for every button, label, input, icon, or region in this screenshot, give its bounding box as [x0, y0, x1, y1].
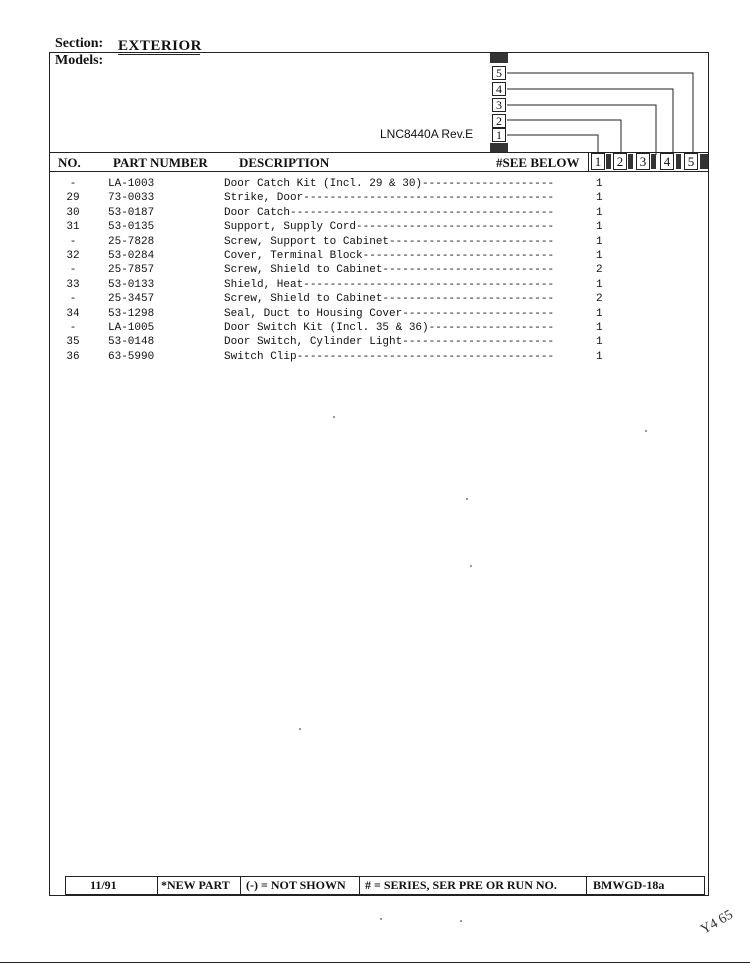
series-box-3: 3 — [492, 98, 506, 112]
part-number: 63-5990 — [108, 350, 155, 363]
row-number: 30 — [66, 206, 80, 219]
col-header-description: DESCRIPTION — [239, 155, 330, 170]
table-row — [0, 207, 750, 221]
quantity: 1 — [596, 336, 603, 349]
part-description: Seal, Duct to Housing Cover----------------------- — [224, 307, 555, 320]
row-number: - — [69, 264, 77, 277]
footer-divider — [359, 876, 360, 895]
col-sep — [676, 154, 681, 169]
part-description: Screw, Shield to Cabinet-------------------------- — [224, 293, 555, 306]
quantity: 1 — [596, 350, 603, 363]
part-number: 25-7857 — [108, 264, 155, 277]
row-number: 34 — [66, 307, 80, 320]
footer-divider — [157, 876, 158, 895]
part-description: Cover, Terminal Block----------------------------- — [224, 250, 555, 262]
part-description: Strike, Door-------------------------------------- — [224, 192, 555, 205]
part-number: 53-0187 — [108, 206, 155, 219]
table-row — [0, 250, 750, 264]
scan-speck — [460, 920, 462, 922]
row-number: - — [69, 235, 77, 248]
series-box-1: 1 — [492, 128, 506, 142]
handwritten-note: Y4 65 — [698, 907, 736, 938]
part-number: 53-0284 — [108, 250, 155, 262]
part-description: Door Catch---------------------------------------- — [224, 206, 555, 219]
table-row — [0, 178, 750, 192]
quantity: 1 — [596, 278, 603, 291]
footer-date: 11/91 — [90, 878, 117, 892]
quantity: 2 — [596, 293, 603, 306]
scan-speck — [470, 565, 472, 567]
series-col-1: 1 — [591, 153, 605, 170]
series-box-5: 5 — [492, 66, 506, 80]
header-top-rule — [49, 152, 709, 153]
row-number: 29 — [66, 192, 80, 205]
section-label: Section: — [55, 36, 104, 51]
quantity: 1 — [596, 221, 603, 234]
part-description: Screw, Shield to Cabinet-------------------------- — [224, 264, 555, 277]
part-number: LA-1003 — [108, 178, 155, 190]
quantity: 1 — [596, 322, 603, 334]
col-header-no: NO. — [58, 155, 81, 170]
part-description: Support, Supply Cord------------------------------ — [224, 221, 555, 234]
table-row — [0, 192, 750, 206]
table-row — [0, 336, 750, 350]
footer-divider — [586, 876, 587, 895]
scan-speck — [333, 416, 335, 418]
part-description: Door Switch, Cylinder Light----------------------- — [224, 336, 555, 349]
footer-not-shown: (-) = NOT SHOWN — [246, 878, 346, 892]
quantity: 1 — [596, 235, 603, 248]
series-col-5: 5 — [684, 153, 698, 170]
col-header-part-number: PART NUMBER — [113, 155, 208, 170]
col-header-see-below: #SEE BELOW — [496, 155, 580, 170]
table-row — [0, 308, 750, 322]
quantity: 1 — [596, 192, 603, 205]
col-sep — [628, 154, 633, 169]
part-description: Screw, Support to Cabinet------------------------- — [224, 235, 555, 248]
quantity: 1 — [596, 307, 603, 320]
table-row — [0, 236, 750, 250]
scan-speck — [466, 498, 468, 500]
row-number: 32 — [66, 250, 80, 262]
model-name: LNC8440A Rev.E — [380, 127, 474, 141]
row-number: - — [69, 293, 77, 306]
series-col-2: 2 — [613, 153, 627, 170]
models-label: Models: — [55, 53, 104, 68]
quantity: 1 — [596, 178, 603, 190]
table-row — [0, 322, 750, 336]
part-description: Door Switch Kit (Incl. 35 & 36)------------------- — [224, 322, 555, 334]
row-number: 31 — [66, 221, 80, 234]
part-description: Shield, Heat-------------------------------------- — [224, 278, 555, 291]
table-row — [0, 221, 750, 235]
col-sep — [606, 154, 611, 169]
footer-series-note: # = SERIES, SER PRE OR RUN NO. — [365, 878, 557, 892]
part-number: 53-1298 — [108, 307, 155, 320]
series-col-4: 4 — [660, 153, 674, 170]
row-number: - — [69, 178, 77, 190]
table-row — [0, 264, 750, 278]
part-number: 73-0033 — [108, 192, 155, 205]
table-row — [0, 351, 750, 365]
series-box-2: 2 — [492, 114, 506, 128]
see-below-divider — [588, 152, 589, 171]
part-description: Switch Clip--------------------------------------- — [224, 350, 555, 363]
col-sep — [651, 154, 656, 169]
part-number: 25-7828 — [108, 235, 155, 248]
row-number: 33 — [66, 278, 80, 291]
scan-speck — [299, 728, 301, 730]
section-value: EXTERIOR — [118, 38, 203, 54]
footer-divider — [240, 876, 241, 895]
scan-speck — [645, 430, 647, 432]
row-number: 35 — [66, 336, 80, 349]
part-number: 53-0148 — [108, 336, 155, 349]
row-number: 36 — [66, 350, 80, 363]
part-number: 25-3457 — [108, 293, 155, 306]
part-number: 53-0135 — [108, 221, 155, 234]
row-number: - — [69, 322, 77, 334]
col-sep — [700, 154, 708, 169]
table-row — [0, 279, 750, 293]
quantity: 1 — [596, 250, 603, 262]
footer-new-part: *NEW PART — [161, 878, 230, 892]
header-bottom-rule — [49, 171, 709, 172]
part-number: LA-1005 — [108, 322, 155, 334]
part-number: 53-0133 — [108, 278, 155, 291]
page-bottom-rule — [0, 962, 750, 963]
series-col-3: 3 — [636, 153, 650, 170]
footer-doc-code: BMWGD-18a — [593, 878, 665, 892]
part-description: Door Catch Kit (Incl. 29 & 30)-------------------- — [224, 178, 555, 190]
quantity: 1 — [596, 206, 603, 219]
quantity: 2 — [596, 264, 603, 277]
scan-speck — [380, 918, 382, 920]
table-row — [0, 293, 750, 307]
series-box-4: 4 — [492, 82, 506, 96]
